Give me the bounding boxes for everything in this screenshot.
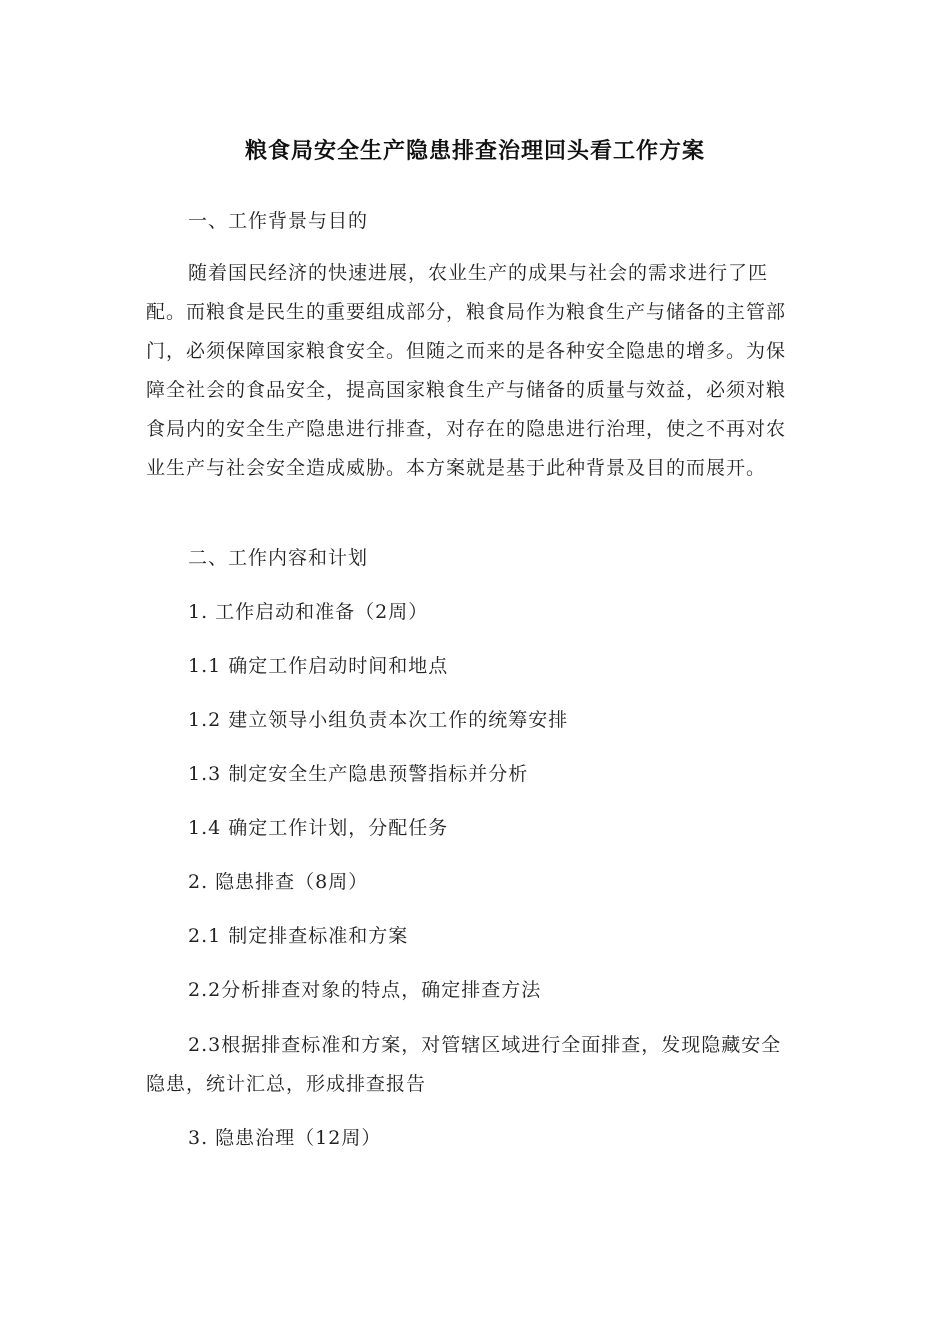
document-title: 粮食局安全生产隐患排查治理回头看工作方案 (244, 139, 705, 164)
phase3-title: 3. 隐患治理（12周） (188, 1127, 382, 1149)
phase2-item: 2.2分析排查对象的特点，确定排查方法 (188, 979, 542, 1001)
section-heading-plan: 二、工作内容和计划 (188, 547, 369, 569)
phase1-item: 1.2 建立领导小组负责本次工作的统筹安排 (188, 709, 569, 731)
intro-paragraph-text: 随着国民经济的快速进展，农业生产的成果与社会的需求进行了匹配。而粮食是民生的重要组成部分，粮食局作为粮食生产与储备的主管部门，必须保障国家粮食安全。但随之而来的是各种安全隐患的增多。为保障全社会的食品安全，提高国家粮食生产与储备的质量与效益，必须对粮食局内的安全生产隐患进行排查，对存在的隐患进行治理，使之不再对农业生产与社会安全造成威胁。本方案就是基于此种背景及目的而展开。 (146, 262, 787, 479)
phase2-title: 2. 隐患排查（8周） (188, 871, 369, 893)
intro-paragraph (146, 254, 796, 488)
phase2-item-long (146, 1026, 796, 1104)
phase1-item: 1.3 制定安全生产隐患预警指标并分析 (188, 763, 529, 785)
phase2-item-long-text: 2.3根据排查标准和方案，对管辖区域进行全面排查，发现隐藏安全隐患，统计汇总，形成排查报告 (146, 1034, 782, 1095)
phase1-item: 1.1 确定工作启动时间和地点 (188, 655, 449, 677)
phase2-item: 2.1 制定排查标准和方案 (188, 925, 409, 947)
section-heading-background: 一、工作背景与目的 (188, 210, 369, 232)
phase1-title: 1. 工作启动和准备（2周） (188, 601, 429, 623)
phase1-item: 1.4 确定工作计划，分配任务 (188, 817, 449, 839)
